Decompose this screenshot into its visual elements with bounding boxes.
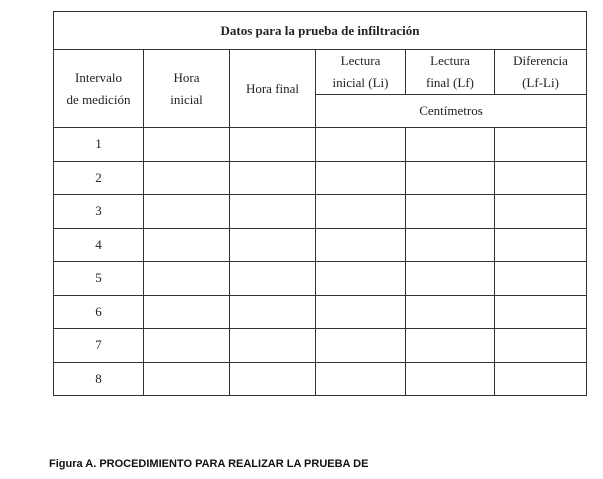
empty-data-cell	[495, 329, 587, 363]
empty-data-cell	[316, 128, 406, 162]
empty-data-cell	[230, 195, 316, 229]
empty-data-cell	[406, 262, 495, 296]
table-row	[54, 195, 587, 229]
table-row	[54, 161, 587, 195]
header-intervalo	[54, 50, 144, 128]
table-row	[54, 228, 587, 262]
header-diferencia-line-1: Diferencia	[513, 53, 568, 68]
interval-number-cell: 2	[54, 161, 144, 195]
header-hora-final: Hora final	[230, 50, 316, 128]
interval-number-cell: 6	[54, 295, 144, 329]
table-row	[54, 295, 587, 329]
interval-number-cell: 3	[54, 195, 144, 229]
empty-data-cell	[316, 228, 406, 262]
empty-data-cell	[406, 329, 495, 363]
empty-data-cell	[144, 362, 230, 396]
table-row	[54, 262, 587, 296]
empty-data-cell	[495, 195, 587, 229]
empty-data-cell	[230, 329, 316, 363]
interval-number-cell: 7	[54, 329, 144, 363]
empty-data-cell	[406, 161, 495, 195]
header-lectura-inicial	[316, 50, 406, 95]
table-row	[54, 362, 587, 396]
units-label: Centímetros	[316, 95, 587, 128]
empty-data-cell	[495, 362, 587, 396]
empty-data-cell	[144, 329, 230, 363]
table-title: Datos para la prueba de infiltración	[54, 12, 587, 50]
header-hora-inicial	[144, 50, 230, 128]
empty-data-cell	[316, 195, 406, 229]
header-lectura-inicial-line-2: inicial (Li)	[332, 75, 389, 90]
empty-data-cell	[495, 295, 587, 329]
header-hora-inicial-line-1: Hora	[173, 69, 200, 85]
infiltration-data-table	[53, 11, 587, 396]
empty-data-cell	[316, 329, 406, 363]
empty-data-cell	[230, 295, 316, 329]
empty-data-cell	[230, 161, 316, 195]
empty-data-cell	[230, 128, 316, 162]
header-lectura-final	[406, 50, 495, 95]
interval-number-cell: 1	[54, 128, 144, 162]
header-lectura-final-line-1: Lectura	[430, 53, 470, 68]
header-diferencia-line-2: (Lf-Li)	[522, 75, 559, 90]
table-row	[54, 329, 587, 363]
empty-data-cell	[230, 262, 316, 296]
empty-data-cell	[144, 195, 230, 229]
empty-data-cell	[230, 362, 316, 396]
interval-number-cell: 5	[54, 262, 144, 296]
empty-data-cell	[316, 362, 406, 396]
header-lectura-final-line-2: final (Lf)	[425, 75, 474, 90]
interval-number-cell: 8	[54, 362, 144, 396]
header-diferencia	[495, 50, 587, 95]
empty-data-cell	[144, 295, 230, 329]
empty-data-cell	[495, 262, 587, 296]
table-row	[54, 128, 587, 162]
empty-data-cell	[316, 295, 406, 329]
interval-number-cell: 4	[54, 228, 144, 262]
empty-data-cell	[406, 228, 495, 262]
empty-data-cell	[495, 161, 587, 195]
empty-data-cell	[144, 161, 230, 195]
header-intervalo-line-2: de medición	[66, 91, 131, 107]
figure-caption: Figura A. PROCEDIMIENTO PARA REALIZAR LA PRUEBA DE	[49, 458, 369, 470]
table-body	[54, 128, 587, 396]
empty-data-cell	[406, 362, 495, 396]
empty-data-cell	[144, 228, 230, 262]
header-intervalo-line-1: Intervalo	[75, 69, 122, 85]
empty-data-cell	[144, 262, 230, 296]
empty-data-cell	[316, 161, 406, 195]
empty-data-cell	[406, 128, 495, 162]
header-lectura-inicial-line-1: Lectura	[340, 53, 381, 68]
empty-data-cell	[316, 262, 406, 296]
empty-data-cell	[495, 128, 587, 162]
empty-data-cell	[406, 195, 495, 229]
empty-data-cell	[495, 228, 587, 262]
empty-data-cell	[406, 295, 495, 329]
header-hora-inicial-line-2: inicial	[170, 91, 203, 107]
empty-data-cell	[230, 228, 316, 262]
empty-data-cell	[144, 128, 230, 162]
